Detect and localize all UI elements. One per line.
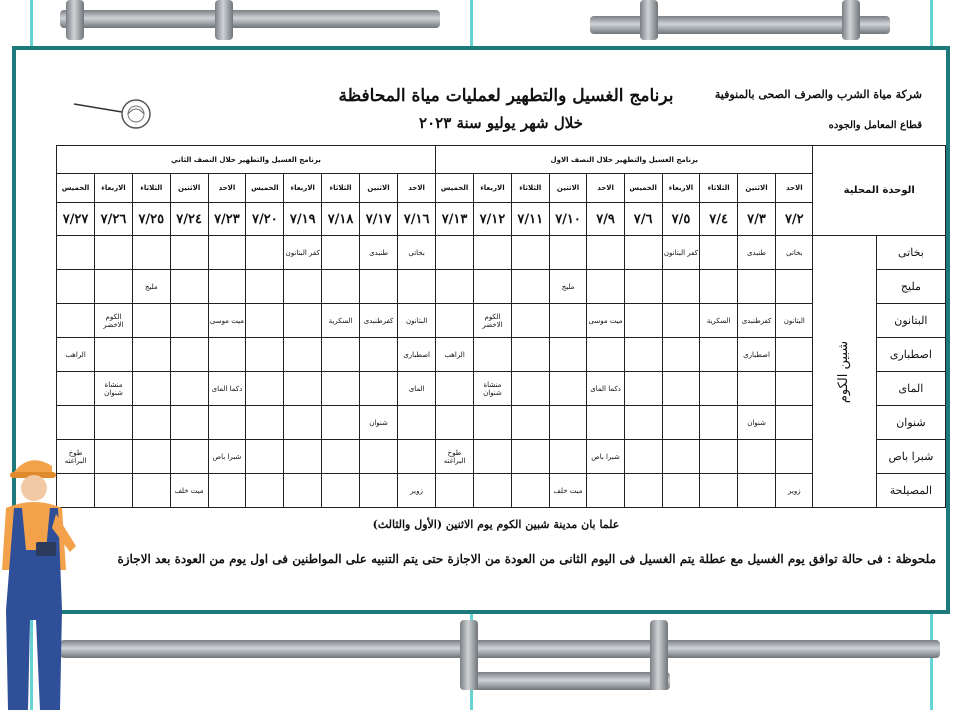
schedule-cell [776, 440, 813, 474]
schedule-cell: منشاة شنوان [95, 372, 133, 406]
unit-name: اصطبارى [876, 338, 945, 372]
date-header: ٧/١٧ [359, 203, 397, 236]
holiday-note: ملحوظة : فى حالة توافق يوم الغسيل مع عطلة يتم الغسيل فى اليوم الثانى من العودة من الاجازة حتى يتم التنبيه على المواطنين فى اول يوم من العودة بعد الاجازة [117, 552, 936, 566]
schedule-cell [587, 270, 624, 304]
schedule-cell: الكوم الاخضر [95, 304, 133, 338]
schedule-cell [246, 338, 284, 372]
day-header: الاحد [587, 174, 624, 203]
schedule-cell: ميت موسى [587, 304, 624, 338]
schedule-cell: البتانون [398, 304, 436, 338]
second-half-header: برنامج الغسيل والتطهير خلال النصف الثاني [57, 146, 436, 174]
date-header: ٧/٣ [737, 203, 775, 236]
schedule-cell [737, 440, 775, 474]
schedule-cell [511, 372, 549, 406]
schedule-cell [624, 304, 662, 338]
schedule-cell [436, 474, 474, 508]
date-header: ٧/٦ [624, 203, 662, 236]
table-row [57, 406, 946, 440]
worker-illustration-icon [0, 450, 92, 710]
schedule-cell [322, 236, 360, 270]
schedule-cell [700, 474, 738, 508]
schedule-cell [737, 270, 775, 304]
schedule-cell [57, 236, 95, 270]
schedule-cell [436, 372, 474, 406]
schedule-cell [322, 338, 360, 372]
unit-name: المصيلحة [876, 474, 945, 508]
schedule-cell [700, 270, 738, 304]
governorate-text: شبين الكوم [836, 340, 852, 403]
schedule-cell [208, 270, 246, 304]
day-header: الاثنين [549, 174, 587, 203]
schedule-cell [474, 440, 512, 474]
schedule-cell: كفر البتانون [284, 236, 322, 270]
schedule-cell [662, 474, 700, 508]
schedule-cell [700, 372, 738, 406]
schedule-cell [398, 440, 436, 474]
sector-name: قطاع المعامل والجوده [828, 120, 922, 131]
schedule-cell [246, 440, 284, 474]
pipe-decoration [60, 10, 440, 28]
schedule-cell [95, 440, 133, 474]
date-header: ٧/١٠ [549, 203, 587, 236]
table-row [57, 372, 946, 406]
schedule-cell [624, 406, 662, 440]
schedule-cell [208, 406, 246, 440]
pipe-decoration [460, 672, 670, 690]
schedule-cell: شبرا باص [208, 440, 246, 474]
schedule-cell [549, 440, 587, 474]
schedule-cell [322, 270, 360, 304]
schedule-cell [511, 304, 549, 338]
schedule-cell: ميت خلف [549, 474, 587, 508]
schedule-cell: مليج [132, 270, 170, 304]
schedule-cell [170, 406, 208, 440]
schedule-cell [436, 304, 474, 338]
pipe-decoration [640, 0, 658, 40]
schedule-cell: زوير [776, 474, 813, 508]
schedule-cell [322, 372, 360, 406]
schedule-cell [95, 338, 133, 372]
schedule-cell [436, 270, 474, 304]
schedule-cell [662, 406, 700, 440]
date-header: ٧/٤ [700, 203, 738, 236]
date-header: ٧/١٦ [398, 203, 436, 236]
schedule-cell [132, 304, 170, 338]
day-header: الخميس [57, 174, 95, 203]
schedule-cell [170, 236, 208, 270]
schedule-cell [624, 236, 662, 270]
table-row [57, 440, 946, 474]
schedule-cell: بخاتى [776, 236, 813, 270]
pipe-decoration [842, 0, 860, 40]
schedule-cell [587, 406, 624, 440]
day-header: الاثنين [737, 174, 775, 203]
company-name: شركة مياة الشرب والصرف الصحى بالمنوفية [714, 88, 922, 101]
date-header: ٧/٢ [776, 203, 813, 236]
schedule-cell [284, 406, 322, 440]
schedule-cell [95, 406, 133, 440]
schedule-cell [474, 406, 512, 440]
schedule-cell: بخاتى [398, 236, 436, 270]
schedule-cell [246, 372, 284, 406]
schedule-cell: طنبدى [737, 236, 775, 270]
schedule-cell: مليج [549, 270, 587, 304]
schedule-cell [776, 372, 813, 406]
schedule-cell: الكوم الاخضر [474, 304, 512, 338]
schedule-cell [132, 338, 170, 372]
pipe-decoration [460, 620, 478, 690]
schedule-cell [246, 406, 284, 440]
schedule-cell [662, 338, 700, 372]
schedule-cell: طنبدى [359, 236, 397, 270]
date-header: ٧/٢٧ [57, 203, 95, 236]
schedule-cell [474, 270, 512, 304]
schedule-cell [322, 406, 360, 440]
schedule-cell: طوخ البراغته [436, 440, 474, 474]
day-header: الثلاثاء [132, 174, 170, 203]
schedule-cell [132, 372, 170, 406]
date-header: ٧/٢٠ [246, 203, 284, 236]
day-header: الاحد [208, 174, 246, 203]
schedule-cell [170, 304, 208, 338]
day-header: الاحد [398, 174, 436, 203]
schedule-cell [95, 270, 133, 304]
schedule-cell [132, 440, 170, 474]
schedule-cell: الماى [398, 372, 436, 406]
schedule-cell [398, 406, 436, 440]
schedule-cell: اصطبارى [737, 338, 775, 372]
first-half-header: برنامج الغسيل والتطهير خلال النصف الاول [436, 146, 813, 174]
unit-name: شبرا باص [876, 440, 945, 474]
schedule-cell [170, 270, 208, 304]
table-row [57, 270, 946, 304]
day-header: الاثنين [359, 174, 397, 203]
date-header: ٧/١٢ [474, 203, 512, 236]
schedule-cell [662, 304, 700, 338]
date-header: ٧/١٩ [284, 203, 322, 236]
schedule-cell [359, 440, 397, 474]
schedule-cell: السكرية [700, 304, 738, 338]
table-row [57, 304, 946, 338]
schedule-cell [776, 406, 813, 440]
table-row [57, 236, 946, 270]
schedule-cell [587, 474, 624, 508]
schedule-document [16, 50, 946, 610]
schedule-cell [322, 440, 360, 474]
schedule-cell: منشاة شنوان [474, 372, 512, 406]
schedule-cell [246, 236, 284, 270]
schedule-cell [132, 474, 170, 508]
schedule-cell [700, 236, 738, 270]
pipe-decoration [66, 0, 84, 40]
schedule-table [56, 145, 946, 508]
table-row [57, 474, 946, 508]
schedule-cell [170, 440, 208, 474]
schedule-cell [474, 474, 512, 508]
schedule-cell [511, 338, 549, 372]
schedule-cell [587, 236, 624, 270]
date-header: ٧/٢٤ [170, 203, 208, 236]
date-header: ٧/١١ [511, 203, 549, 236]
schedule-cell [624, 372, 662, 406]
day-header: الخميس [246, 174, 284, 203]
unit-name: بخاتى [876, 236, 945, 270]
schedule-cell [284, 338, 322, 372]
schedule-cell [95, 474, 133, 508]
schedule-cell: كفر البتانون [662, 236, 700, 270]
schedule-cell [624, 440, 662, 474]
schedule-cell [57, 304, 95, 338]
governorate-label [813, 236, 876, 508]
schedule-cell [208, 338, 246, 372]
day-header: الاربعاء [662, 174, 700, 203]
schedule-cell [208, 474, 246, 508]
day-header: الاثنين [170, 174, 208, 203]
unit-name: الماى [876, 372, 945, 406]
schedule-cell [737, 372, 775, 406]
schedule-cell [700, 406, 738, 440]
day-header: الاحد [776, 174, 813, 203]
schedule-cell [511, 270, 549, 304]
schedule-cell: السكرية [322, 304, 360, 338]
schedule-cell [284, 304, 322, 338]
day-header: الخميس [624, 174, 662, 203]
schedule-cell [549, 236, 587, 270]
schedule-cell [474, 338, 512, 372]
schedule-cell [776, 270, 813, 304]
page-title: برنامج الغسيل والتطهير لعمليات مياة المحافظة [338, 86, 674, 106]
schedule-cell [700, 440, 738, 474]
schedule-cell [737, 474, 775, 508]
schedule-cell [246, 270, 284, 304]
schedule-cell [511, 406, 549, 440]
schedule-cell: طوخ البراغته [57, 440, 95, 474]
date-header: ٧/١٨ [322, 203, 360, 236]
day-header: الثلاثاء [322, 174, 360, 203]
schedule-cell [284, 372, 322, 406]
day-header: الاربعاء [474, 174, 512, 203]
day-header: الخميس [436, 174, 474, 203]
schedule-cell [700, 338, 738, 372]
schedule-cell [776, 338, 813, 372]
date-header: ٧/٥ [662, 203, 700, 236]
date-header: ٧/٢٣ [208, 203, 246, 236]
schedule-cell [57, 372, 95, 406]
schedule-cell [359, 474, 397, 508]
pipe-decoration [650, 620, 668, 690]
schedule-cell: ميت موسى [208, 304, 246, 338]
schedule-cell [624, 338, 662, 372]
city-note: علما بان مدينة شبين الكوم يوم الاثنين (الأول والثالث) [372, 518, 620, 531]
schedule-cell: شنوان [737, 406, 775, 440]
day-header: الثلاثاء [700, 174, 738, 203]
schedule-cell [57, 270, 95, 304]
unit-name: البتانون [876, 304, 945, 338]
month-subtitle: خلال شهر يوليو سنة ٢٠٢٣ [419, 114, 583, 132]
schedule-cell: اصطبارى [398, 338, 436, 372]
schedule-cell [170, 372, 208, 406]
table-row [57, 338, 946, 372]
schedule-cell [662, 270, 700, 304]
schedule-cell: شبرا باص [587, 440, 624, 474]
date-header: ٧/١٣ [436, 203, 474, 236]
schedule-cell [359, 372, 397, 406]
schedule-cell [436, 406, 474, 440]
schedule-cell: زوير [398, 474, 436, 508]
unit-column-header: الوحدة المحلية [813, 146, 946, 236]
company-logo-icon [72, 94, 152, 134]
schedule-cell [624, 474, 662, 508]
schedule-cell [511, 236, 549, 270]
schedule-cell [511, 440, 549, 474]
schedule-cell: البتانون [776, 304, 813, 338]
schedule-cell [95, 236, 133, 270]
schedule-cell: الراهب [57, 338, 95, 372]
schedule-cell [57, 406, 95, 440]
schedule-cell [549, 406, 587, 440]
schedule-cell [662, 372, 700, 406]
schedule-cell: كفرطنبدى [359, 304, 397, 338]
date-header: ٧/٢٦ [95, 203, 133, 236]
pipe-decoration [60, 640, 940, 658]
schedule-cell [511, 474, 549, 508]
schedule-cell [246, 474, 284, 508]
schedule-cell [284, 270, 322, 304]
schedule-cell [474, 236, 512, 270]
schedule-cell: الراهب [436, 338, 474, 372]
schedule-cell [322, 474, 360, 508]
schedule-cell [624, 270, 662, 304]
date-header: ٧/٩ [587, 203, 624, 236]
unit-name: شنوان [876, 406, 945, 440]
pipe-decoration [215, 0, 233, 40]
schedule-cell [359, 338, 397, 372]
schedule-cell: دكما الماى [587, 372, 624, 406]
schedule-cell [662, 440, 700, 474]
date-header: ٧/٢٥ [132, 203, 170, 236]
schedule-cell [549, 304, 587, 338]
day-header: الاربعاء [95, 174, 133, 203]
schedule-cell [436, 236, 474, 270]
schedule-cell [132, 406, 170, 440]
schedule-cell: ميت خلف [170, 474, 208, 508]
schedule-cell [284, 474, 322, 508]
schedule-cell [359, 270, 397, 304]
schedule-cell [549, 372, 587, 406]
schedule-cell: كفرطنبدى [737, 304, 775, 338]
schedule-cell: دكما الماى [208, 372, 246, 406]
schedule-cell [587, 338, 624, 372]
schedule-cell [284, 440, 322, 474]
schedule-cell [208, 236, 246, 270]
schedule-cell [246, 304, 284, 338]
day-header: الثلاثاء [511, 174, 549, 203]
schedule-cell [398, 270, 436, 304]
day-header: الاربعاء [284, 174, 322, 203]
schedule-cell [549, 338, 587, 372]
schedule-cell [132, 236, 170, 270]
schedule-cell [170, 338, 208, 372]
unit-name: مليج [876, 270, 945, 304]
schedule-cell: شنوان [359, 406, 397, 440]
